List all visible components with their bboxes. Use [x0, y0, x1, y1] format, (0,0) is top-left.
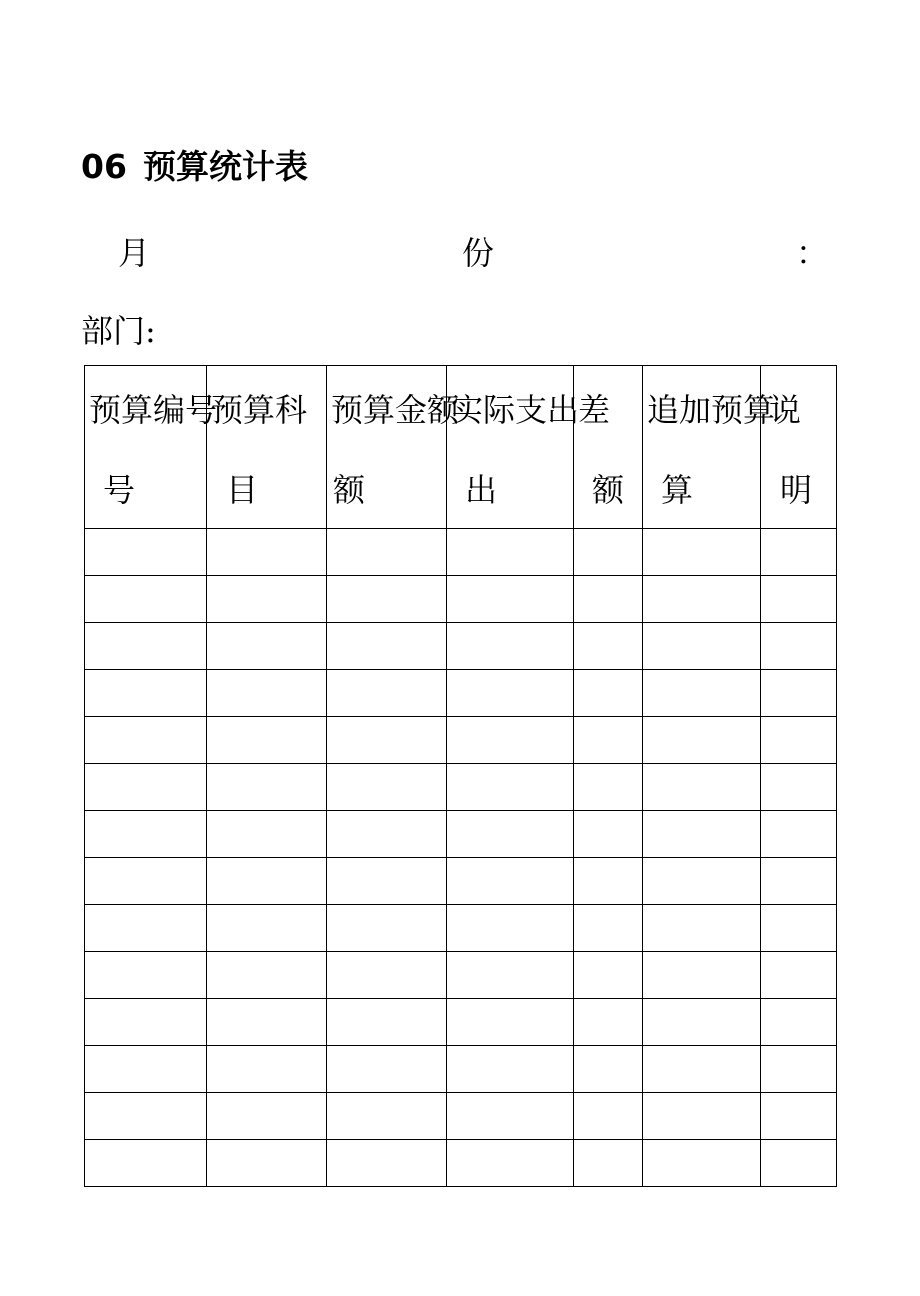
table-row — [85, 1140, 837, 1187]
table-cell[interactable] — [574, 764, 643, 811]
header-notes: 说 明 — [761, 366, 837, 529]
table-cell[interactable] — [643, 999, 761, 1046]
header-difference: 差 额 — [574, 366, 643, 529]
table-cell[interactable] — [327, 1093, 447, 1140]
title-text: 预算统计表 — [142, 147, 308, 186]
table-cell[interactable] — [643, 952, 761, 999]
table-cell[interactable] — [327, 623, 447, 670]
table-row — [85, 623, 837, 670]
table-cell[interactable] — [207, 858, 327, 905]
table-cell[interactable] — [207, 1046, 327, 1093]
table-cell[interactable] — [207, 529, 327, 576]
table-cell[interactable] — [327, 811, 447, 858]
table-row — [85, 811, 837, 858]
table-cell[interactable] — [574, 1046, 643, 1093]
header-budget-subject: 预算科 目 — [207, 366, 327, 529]
table-cell[interactable] — [761, 764, 837, 811]
table-cell[interactable] — [447, 623, 574, 670]
table-cell[interactable] — [643, 576, 761, 623]
table-body — [85, 529, 837, 1187]
table-cell[interactable] — [447, 764, 574, 811]
title-number: 06 — [81, 147, 127, 186]
table-cell[interactable] — [574, 952, 643, 999]
table-row — [85, 764, 837, 811]
table-cell[interactable] — [447, 999, 574, 1046]
table-cell[interactable] — [207, 1093, 327, 1140]
table-cell[interactable] — [85, 623, 207, 670]
table-cell[interactable] — [85, 764, 207, 811]
page-title — [81, 142, 308, 192]
table-cell[interactable] — [327, 576, 447, 623]
table-cell[interactable] — [327, 717, 447, 764]
table-row — [85, 670, 837, 717]
table-cell[interactable] — [643, 529, 761, 576]
table-cell[interactable] — [643, 670, 761, 717]
table-cell[interactable] — [643, 1093, 761, 1140]
table-cell[interactable] — [643, 764, 761, 811]
table-cell[interactable] — [761, 952, 837, 999]
table-cell[interactable] — [85, 952, 207, 999]
table-cell[interactable] — [207, 576, 327, 623]
table-cell[interactable] — [574, 717, 643, 764]
table-cell[interactable] — [643, 717, 761, 764]
table-cell[interactable] — [85, 905, 207, 952]
table-cell[interactable] — [327, 670, 447, 717]
table-cell[interactable] — [761, 717, 837, 764]
table-cell[interactable] — [761, 999, 837, 1046]
table-cell[interactable] — [761, 623, 837, 670]
table-row — [85, 952, 837, 999]
table-cell[interactable] — [327, 529, 447, 576]
header-actual-expense: 实际支出 出 — [447, 366, 574, 529]
table-cell[interactable] — [447, 1046, 574, 1093]
header-budget-amount: 预算金额 额 — [327, 366, 447, 529]
table-cell[interactable] — [447, 1093, 574, 1140]
table-cell[interactable] — [574, 1093, 643, 1140]
table-cell[interactable] — [327, 1140, 447, 1187]
table-cell[interactable] — [207, 670, 327, 717]
table-row — [85, 717, 837, 764]
table-cell[interactable] — [207, 999, 327, 1046]
header-budget-number: 预算编号 号 — [85, 366, 207, 529]
table-cell[interactable] — [643, 623, 761, 670]
table-cell[interactable] — [447, 952, 574, 999]
table-cell[interactable] — [643, 905, 761, 952]
table-cell[interactable] — [447, 717, 574, 764]
table-cell[interactable] — [574, 811, 643, 858]
table-cell[interactable] — [447, 905, 574, 952]
table-cell[interactable] — [85, 717, 207, 764]
table-cell[interactable] — [327, 764, 447, 811]
table-cell[interactable] — [574, 858, 643, 905]
table-row — [85, 576, 837, 623]
table-cell[interactable] — [85, 999, 207, 1046]
table-cell[interactable] — [574, 670, 643, 717]
table-cell[interactable] — [643, 1046, 761, 1093]
table-cell[interactable] — [761, 576, 837, 623]
table-cell[interactable] — [761, 811, 837, 858]
table-cell[interactable] — [574, 905, 643, 952]
table-cell[interactable] — [207, 764, 327, 811]
table-cell[interactable] — [85, 858, 207, 905]
month-label-1: 月 — [118, 234, 151, 272]
table-cell[interactable] — [85, 529, 207, 576]
table-cell[interactable] — [447, 858, 574, 905]
table-cell[interactable] — [85, 1046, 207, 1093]
table-cell[interactable] — [207, 623, 327, 670]
month-field-row — [0, 228, 920, 278]
table-cell[interactable] — [761, 858, 837, 905]
table-cell[interactable] — [574, 999, 643, 1046]
table-cell[interactable] — [85, 576, 207, 623]
table-cell[interactable] — [447, 670, 574, 717]
table-cell[interactable] — [327, 905, 447, 952]
month-label-2: 份 — [462, 234, 495, 272]
table-cell[interactable] — [761, 1140, 837, 1187]
table-cell[interactable] — [447, 1140, 574, 1187]
table-cell[interactable] — [643, 858, 761, 905]
table-cell[interactable] — [85, 811, 207, 858]
table-row — [85, 1046, 837, 1093]
table-cell[interactable] — [85, 670, 207, 717]
table-cell[interactable] — [207, 952, 327, 999]
table-cell[interactable] — [207, 1140, 327, 1187]
table-cell[interactable] — [207, 811, 327, 858]
table-cell[interactable] — [85, 1093, 207, 1140]
table-cell[interactable] — [643, 1140, 761, 1187]
table-cell[interactable] — [643, 811, 761, 858]
table-cell[interactable] — [761, 1046, 837, 1093]
table-cell[interactable] — [574, 623, 643, 670]
month-colon: ： — [796, 234, 829, 272]
table-row — [85, 858, 837, 905]
table-row — [85, 529, 837, 576]
header-additional-budget: 追加预算 算 — [643, 366, 761, 529]
table-cell[interactable] — [574, 529, 643, 576]
table-cell[interactable] — [85, 1140, 207, 1187]
table-cell[interactable] — [761, 1093, 837, 1140]
budget-table — [84, 365, 837, 1187]
table-cell[interactable] — [207, 905, 327, 952]
table-cell[interactable] — [327, 858, 447, 905]
table-header-row — [85, 366, 837, 529]
table-cell[interactable] — [761, 529, 837, 576]
table-cell[interactable] — [327, 952, 447, 999]
table-cell[interactable] — [761, 905, 837, 952]
table-row — [85, 999, 837, 1046]
department-label: 部门: — [81, 312, 156, 350]
table-cell[interactable] — [327, 1046, 447, 1093]
table-cell[interactable] — [447, 576, 574, 623]
table-cell[interactable] — [447, 811, 574, 858]
table-cell[interactable] — [207, 717, 327, 764]
table-cell[interactable] — [574, 576, 643, 623]
table-cell[interactable] — [327, 999, 447, 1046]
table-row — [85, 1093, 837, 1140]
table-row — [85, 905, 837, 952]
table-cell[interactable] — [574, 1140, 643, 1187]
table-cell[interactable] — [761, 670, 837, 717]
table-cell[interactable] — [447, 529, 574, 576]
